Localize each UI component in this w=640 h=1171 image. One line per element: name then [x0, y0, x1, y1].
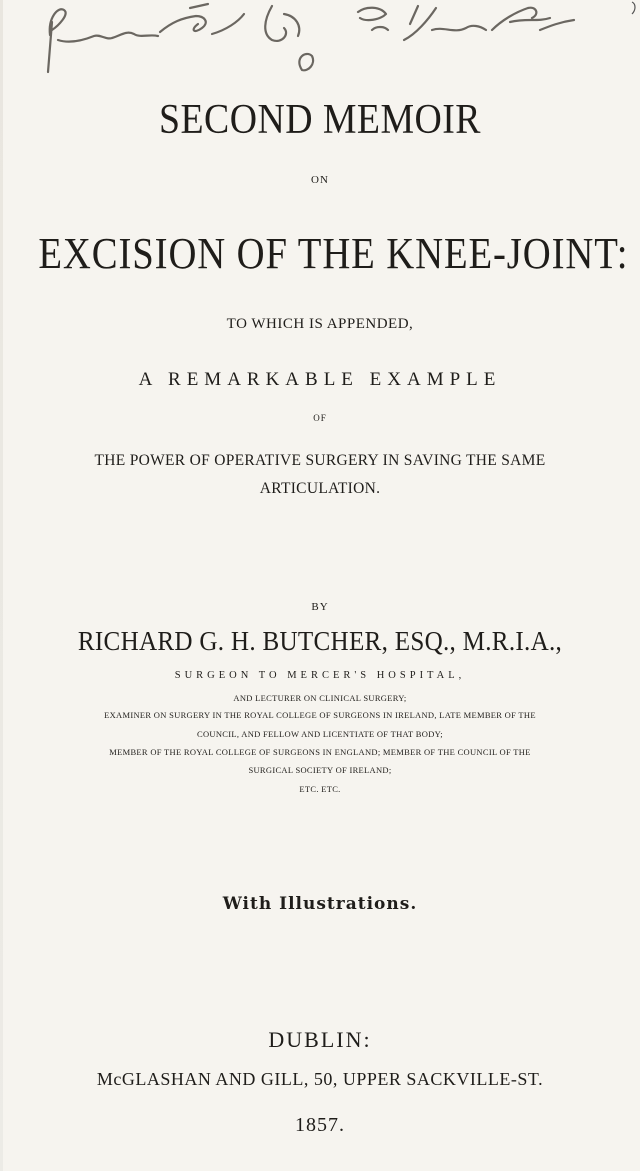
book-title: SECOND MEMOIR: [159, 97, 481, 143]
credential-line: COUNCIL, AND FELLOW AND LICENTIATE OF THAT BODY;: [197, 729, 443, 739]
illustrations-note: With Illustrations.: [222, 894, 418, 914]
power-line-2: ARTICULATION.: [259, 480, 381, 497]
remarkable-example: A REMARKABLE EXAMPLE: [138, 369, 502, 390]
publication-place: DUBLIN:: [268, 1027, 372, 1052]
author-name: RICHARD G. H. BUTCHER, ESQ., M.R.I.A.,: [77, 626, 563, 656]
credential-line: ETC. ETC.: [299, 784, 341, 794]
credential-line: EXAMINER ON SURGERY IN THE ROYAL COLLEGE OF SURGEONS IN IRELAND, LATE MEMBER OF THE: [104, 710, 536, 720]
corner-mark: [630, 0, 638, 16]
credential-line: AND LECTURER ON CLINICAL SURGERY;: [233, 693, 407, 703]
book-subtitle: EXCISION OF THE KNEE-JOINT:: [38, 229, 629, 278]
power-line-1: THE POWER OF OPERATIVE SURGERY IN SAVING THE SAME: [94, 452, 546, 469]
of-connector: OF: [313, 413, 327, 423]
appended-line: TO WHICH IS APPENDED,: [226, 316, 414, 332]
credential-line: MEMBER OF THE ROYAL COLLEGE OF SURGEONS IN ENGLAND; MEMBER OF THE COUNCIL OF THE: [109, 747, 531, 757]
by-connector: BY: [311, 601, 329, 613]
publication-year: 1857.: [295, 1114, 345, 1136]
credential-line: SURGICAL SOCIETY OF IRELAND;: [248, 765, 392, 775]
on-connector: ON: [311, 174, 329, 186]
handwritten-inscription: [40, 0, 620, 92]
author-position: SURGEON TO MERCER'S HOSPITAL,: [174, 670, 466, 681]
publisher: McGLASHAN AND GILL, 50, UPPER SACKVILLE-ST.: [96, 1069, 544, 1089]
